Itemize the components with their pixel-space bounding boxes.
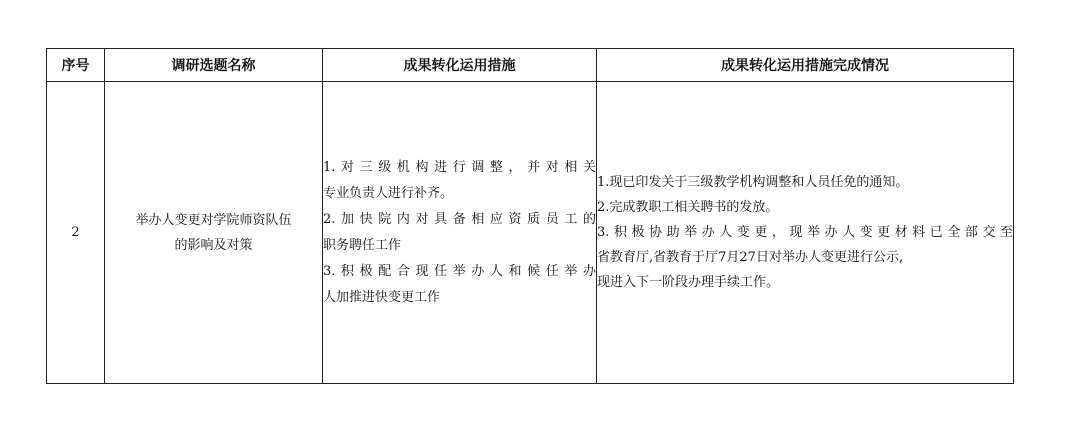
topic-line: 的影响及对策: [174, 237, 253, 253]
row-index: 2: [47, 82, 105, 384]
measures-line: 职务聘任工作: [323, 237, 402, 253]
completion-line: 现进入下一阶段办理手续工作。: [597, 275, 780, 290]
header-measures: 成果转化运用措施: [323, 49, 597, 82]
header-index: 序号: [47, 49, 105, 82]
topic-line: 举办人变更对学院师资队伍: [135, 212, 292, 228]
row-topic: [105, 82, 323, 384]
completion-line: 1.现已印发关于三级教学机构调整和人员任免的通知。: [597, 175, 909, 190]
header-topic: 调研选题名称: [105, 49, 323, 82]
header-completion: 成果转化运用措施完成情况: [597, 49, 1014, 82]
measures-line: 1.对三级机构进行调整，并对相关: [323, 159, 596, 175]
measures-line: 人加推进快变更工作: [323, 289, 441, 305]
table-row: [47, 82, 1014, 384]
measures-line: 3.积极配合现任举办人和候任举办: [323, 263, 596, 279]
measures-line: 专业负责人进行补齐。: [323, 185, 454, 201]
row-measures: [323, 82, 597, 384]
measures-line: 2.加快院内对具备相应资质员工的: [323, 211, 596, 227]
table-header-row: [47, 49, 1014, 82]
results-table: [46, 48, 1014, 384]
row-completion: [597, 82, 1014, 384]
completion-line: 省教育厅,省教育于厅7月27日对举办人变更进行公示,: [597, 250, 904, 265]
completion-line: 3.积极协助举办人变更，现举办人变更材料已全部交至: [597, 225, 1013, 240]
completion-line: 2.完成教职工相关聘书的发放。: [597, 200, 779, 215]
